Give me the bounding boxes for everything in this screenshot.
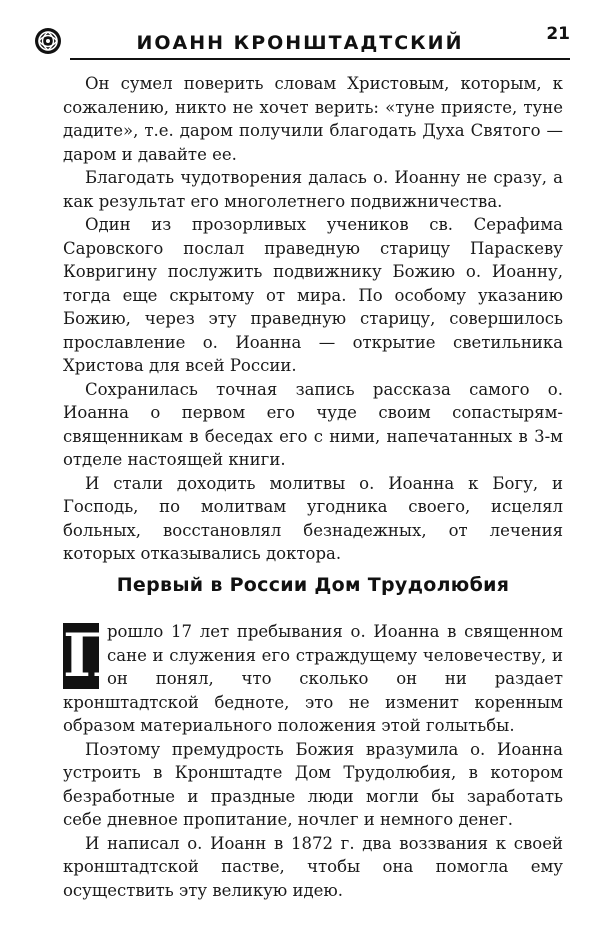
- paragraph: Один из прозорливых учеников св. Серафима Саровского послал праведную старицу Параскеву Ковригину послужить подвижнику Божию о. Иоанну, тогда еще скрытому от мира. По особому указанию Божию, через эту праведную старицу, совершилось прославление о. Иоанна — открытие светильника Христова для всей России.: [63, 215, 563, 375]
- paragraph: И написал о. Иоанн в 1872 г. два воззвания к своей кронштадтской пастве, чтобы она помогла ему осуществить эту великую идею.: [63, 833, 563, 900]
- paragraph: Сохранилась точная запись рассказа самого о. Иоанна о первом его чуде своим сопастырям-священникам в беседах его с ними, напечатанных в 3-м отделе настоящей книги.: [63, 379, 563, 469]
- paragraph: И стали доходить молитвы о. Иоанна к Богу, и Господь, по молитвам угодника своего, исцелял больных, восстановлял безнадежных, от лечения которых отказывались доктора.: [63, 473, 563, 563]
- paragraph: Поэтому премудрость Божия вразумила о. Иоанна устроить в Кронштадте Дом Трудолюбия, в котором безработные и праздные люди могли бы заработать себе дневное пропитание, ночлег и немного денег.: [63, 739, 563, 829]
- section-heading: Первый в России Дом Трудолюбия: [116, 574, 510, 596]
- chapter-text: [63, 72, 563, 566]
- opening-paragraph-text: рошло 17 лет пребывания о. Иоанна в священном сане и служения его страждущему человечеству, и он понял, что сколько он ни раздает кронштадтской бедноте, это не изменит коренным образом материального положения этой голытьбы.: [63, 622, 563, 735]
- paragraph: Он сумел поверить словам Христовым, которым, к сожалению, никто не хочет верить: «туне приясте, туне дадите», т.е. даром получили благодать Духа Святого — даром и давайте ее.: [63, 74, 563, 164]
- drop-cap: П: [63, 621, 120, 691]
- header-rule: [70, 58, 570, 60]
- opening-paragraph: [63, 620, 563, 738]
- running-title: ИОАНН КРОНШТАДТСКИЙ: [136, 32, 464, 54]
- paragraph: Благодать чудотворения далась о. Иоанну не сразу, а как результат его многолетнего подвижничества.: [63, 168, 563, 211]
- section-text: [63, 620, 563, 902]
- page-number: 21: [546, 24, 570, 44]
- page-header: [30, 20, 570, 60]
